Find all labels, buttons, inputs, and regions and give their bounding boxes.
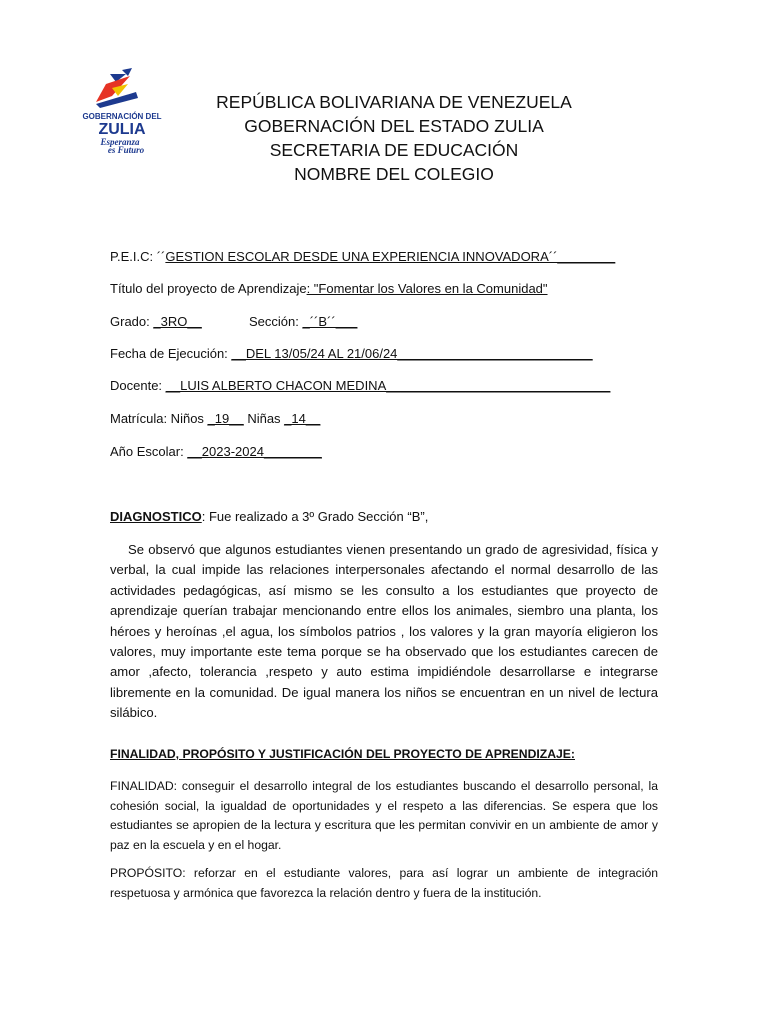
fecha-label: Fecha de Ejecución: [110, 346, 232, 361]
grado-value: _3RO__ [153, 314, 202, 329]
document-header [150, 90, 638, 186]
header-gobernacion: GOBERNACIÓN DEL ESTADO ZULIA [244, 116, 544, 136]
proposito-paragraph: PROPÓSITO: reforzar en el estudiante valores, para así lograr un ambiente de integración respetuosa y armónica que favorezca la relación dentro y fuera de la institución. [110, 866, 658, 900]
diagnostico-line [110, 509, 428, 524]
logo-line3: Esperanza [100, 137, 140, 147]
diagnostico-heading: DIAGNOSTICO [110, 509, 202, 524]
peic-value: GESTION ESCOLAR DESDE UNA EXPERIENCIA INNOVADORA´´________ [165, 249, 616, 264]
anio-label: Año Escolar: [110, 444, 188, 459]
header-secretaria: SECRETARIA DE EDUCACIÓN [269, 140, 519, 160]
diagnostico-paragraph: Se observó que algunos estudiantes vienen presentando un grado de agresividad, física y verbal, la cual impide las relaciones interpersonales afectando el normal desarrollo de las actividades pedagógicas, así mismo se les consulto a los estudiantes que proyecto de aprendizaje querían trabajar mencionando entre ellos los animales, siembro una planta, los héroes y heroínas ,el agua, los símbolos patrios , los valores y la gran mayoría eligieron los valores, muy importante este tema porque se ha observado que los estudiantes carecen de amor ,afecto, tolerancia ,respeto y auto estima impidiéndole desarrollarse e integrarse libremente en la comunidad. De igual manera los niños se encuentran en un nivel de lectura silábico. [110, 542, 658, 721]
peic-field [110, 249, 615, 264]
anio-field [110, 444, 322, 459]
header-republica: REPÚBLICA BOLIVARIANA DE VENEZUELA [216, 92, 572, 112]
docente-label: Docente: [110, 378, 166, 393]
titulo-value: : "Fomentar los Valores en la Comunidad" [306, 281, 548, 296]
titulo-field [110, 281, 548, 296]
grado-label: Grado: [110, 314, 154, 329]
seccion-field [249, 314, 357, 329]
titulo-label: Título del proyecto de Aprendizaje [110, 281, 307, 296]
fecha-value: __DEL 13/05/24 AL 21/06/24___________________________ [231, 346, 593, 361]
ninos-value: _19__ [207, 411, 244, 426]
anio-value: __2023-2024________ [187, 444, 322, 459]
fecha-field [110, 346, 593, 361]
seccion-value: _´´B´´___ [302, 314, 358, 329]
logo-line4: es Futuro [107, 145, 145, 155]
logo-line2: ZULIA [98, 121, 146, 138]
seccion-label: Sección: [249, 314, 303, 329]
matricula-field [110, 411, 320, 426]
finalidad-heading: FINALIDAD, PROPÓSITO Y JUSTIFICACIÓN DEL PROYECTO DE APRENDIZAJE: [110, 747, 575, 761]
diagnostico-intro: : Fue realizado a 3º Grado Sección “B”, [201, 509, 429, 524]
ninas-label: Niñas [243, 411, 285, 426]
finalidad-paragraph: FINALIDAD: conseguir el desarrollo integral de los estudiantes buscando el desarrollo personal, la cohesión social, la igualdad de oportunidades y el respeto a las diferencias. Se espera que los estudiantes se apropien de la lectura y escritura que les permitan convivir en un ambiente de amor y paz en la escuela y en el hogar. [110, 779, 658, 852]
logo-line1: GOBERNACIÓN DEL [82, 112, 162, 121]
docente-field [110, 378, 610, 393]
docente-value: __LUIS ALBERTO CHACON MEDINA_______________________________ [165, 378, 611, 393]
ninas-value: _14__ [284, 411, 321, 426]
finalidad-section [110, 747, 575, 761]
peic-label: P.E.I.C: ´´ [110, 249, 166, 264]
grado-field [110, 314, 202, 329]
header-colegio: NOMBRE DEL COLEGIO [294, 164, 494, 184]
matricula-label: Matrícula: Niños [110, 411, 208, 426]
